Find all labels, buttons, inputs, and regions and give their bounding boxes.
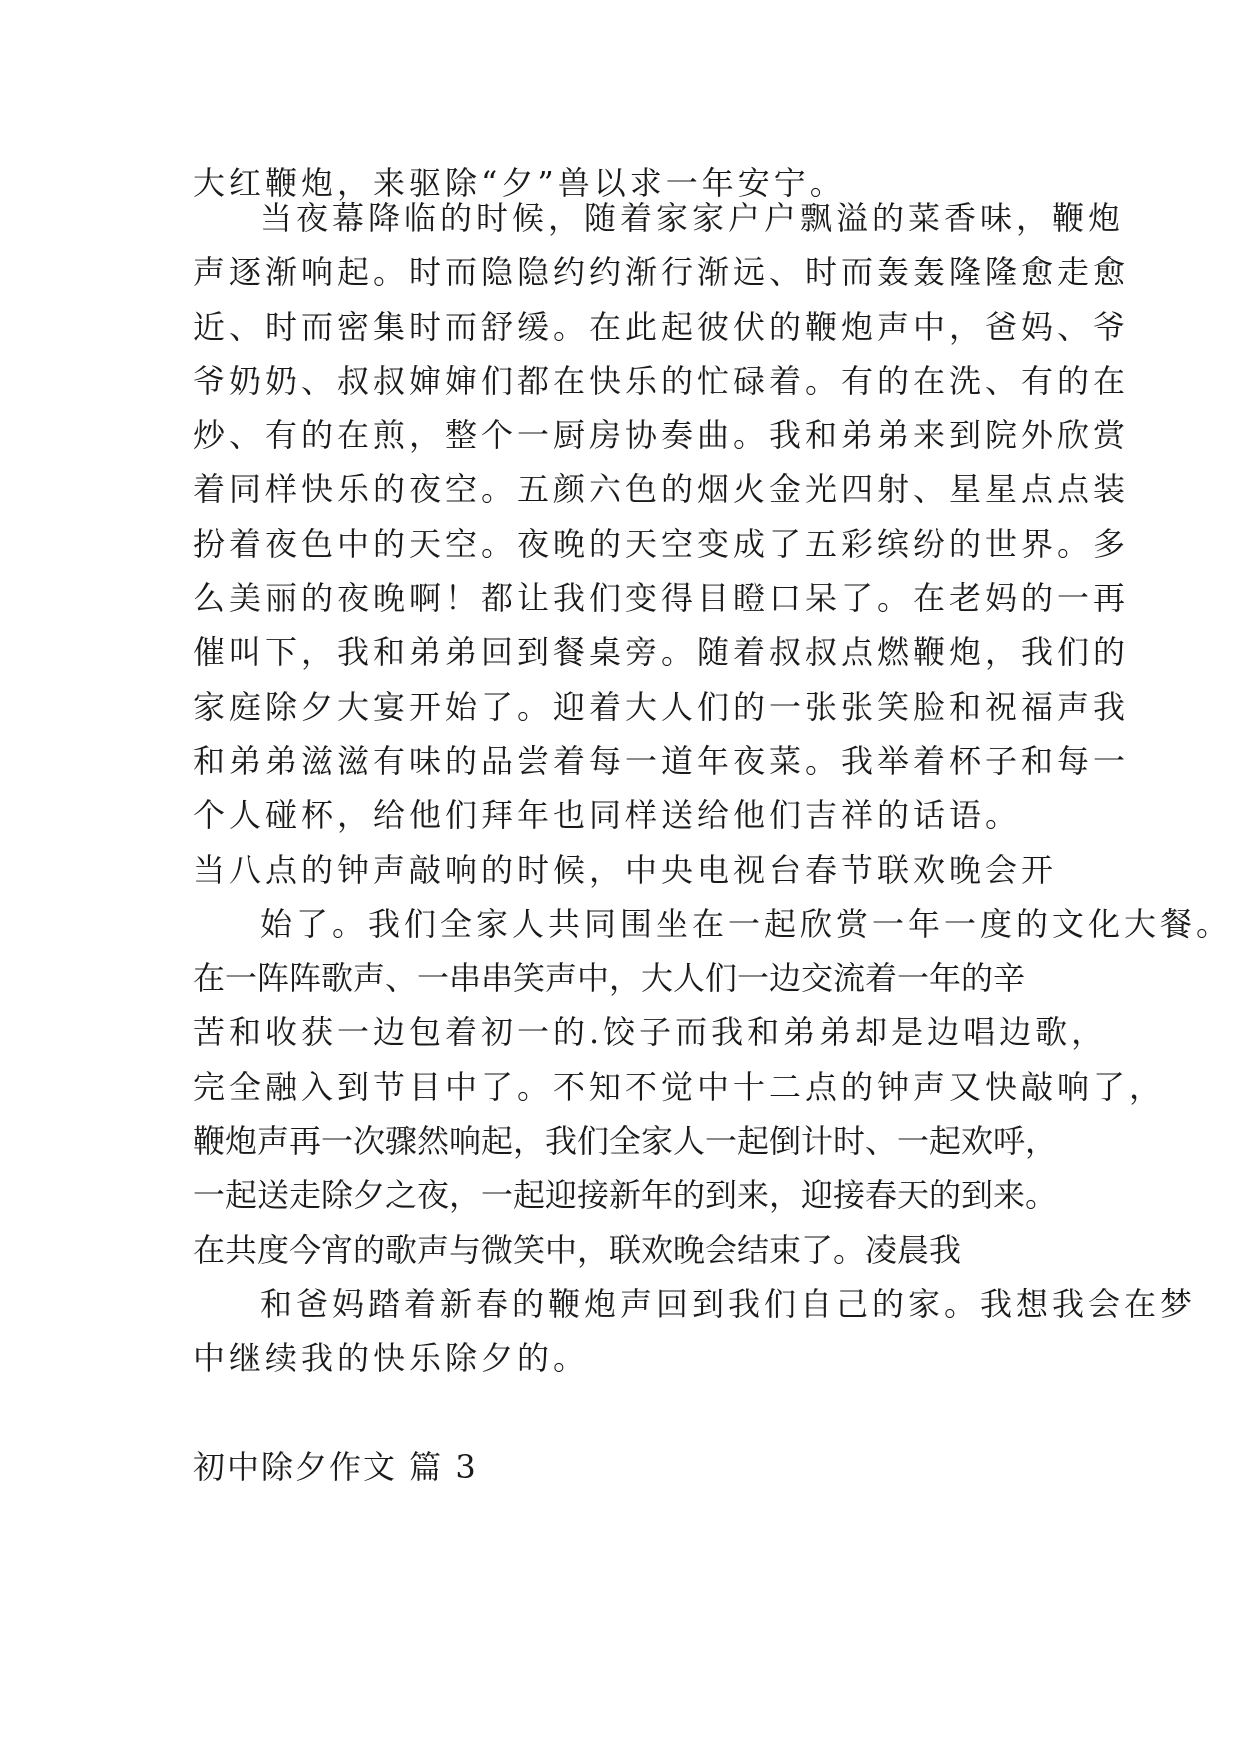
paragraph-line: 完全融入到节目中了。不知不觉中十二点的钟声又快敲响了， [193,1068,1166,1106]
paragraph-line: 在一阵阵歌声、一串串笑声中，大人们一边交流着一年的辛 [193,959,1026,997]
paragraph-line: 催叫下，我和弟弟回到餐桌旁。随着叔叔点燃鞭炮，我们的 [193,633,1130,671]
paragraph-line: 么美丽的夜晚啊！都让我们变得目瞪口呆了。在老妈的一再 [193,579,1130,617]
paragraph-line: 苦和收获一边包着初一的.饺子而我和弟弟却是边唱边歌， [193,1013,1108,1051]
section-heading: 初中除夕作文 篇 3 [193,1448,478,1486]
paragraph-line: 和爸妈踏着新春的鞭炮声回到我们自己的家。我想我会在梦 [260,1285,1197,1323]
paragraph-line: 家庭除夕大宴开始了。迎着大人们的一张张笑脸和祝福声我 [193,688,1130,726]
paragraph-line: 近、时而密集时而舒缓。在此起彼伏的鞭炮声中，爸妈、爷 [193,308,1130,346]
paragraph-line [193,1393,1053,1433]
paragraph-line: 声逐渐响起。时而隐隐约约渐行渐远、时而轰轰隆隆愈走愈 [193,253,1130,291]
paragraph-line: 大红鞭炮，来驱除“夕”兽以求一年安宁。 [193,164,846,202]
paragraph-line: 当夜幕降临的时候，随着家家户户飘溢的菜香味，鞭炮 [260,199,1125,237]
paragraph-line: 个人碰杯，给他们拜年也同样送给他们吉祥的话语。 [193,796,1022,834]
paragraph-line: 始了。我们全家人共同围坐在一起欣赏一年一度的文化大餐。 [260,905,1233,943]
paragraph-line: 着同样快乐的夜空。五颜六色的烟火金光四射、星星点点装 [193,470,1130,508]
paragraph-line: 炒、有的在煎，整个一厨房协奏曲。我和弟弟来到院外欣赏 [193,416,1130,454]
paragraph-line: 爷奶奶、叔叔婶婶们都在快乐的忙碌着。有的在洗、有的在 [193,362,1130,400]
paragraph-line: 鞭炮声再一次骤然响起，我们全家人一起倒计时、一起欢呼， [193,1122,1058,1160]
paragraph-line: 和弟弟滋滋有味的品尝着每一道年夜菜。我举着杯子和每一 [193,742,1130,780]
paragraph-line: 中继续我的快乐除夕的。 [193,1339,590,1377]
paragraph-line: 当八点的钟声敲响的时候，中央电视台春节联欢晚会开 [193,851,1058,889]
paragraph-line: 扮着夜色中的天空。夜晚的天空变成了五彩缤纷的世界。多 [193,525,1130,563]
paragraph-line: 在共度今宵的歌声与微笑中，联欢晚会结束了。凌晨我 [193,1231,962,1269]
paragraph-line: 一起送走除夕之夜，一起迎接新年的到来，迎接春天的到来。 [193,1176,1058,1214]
